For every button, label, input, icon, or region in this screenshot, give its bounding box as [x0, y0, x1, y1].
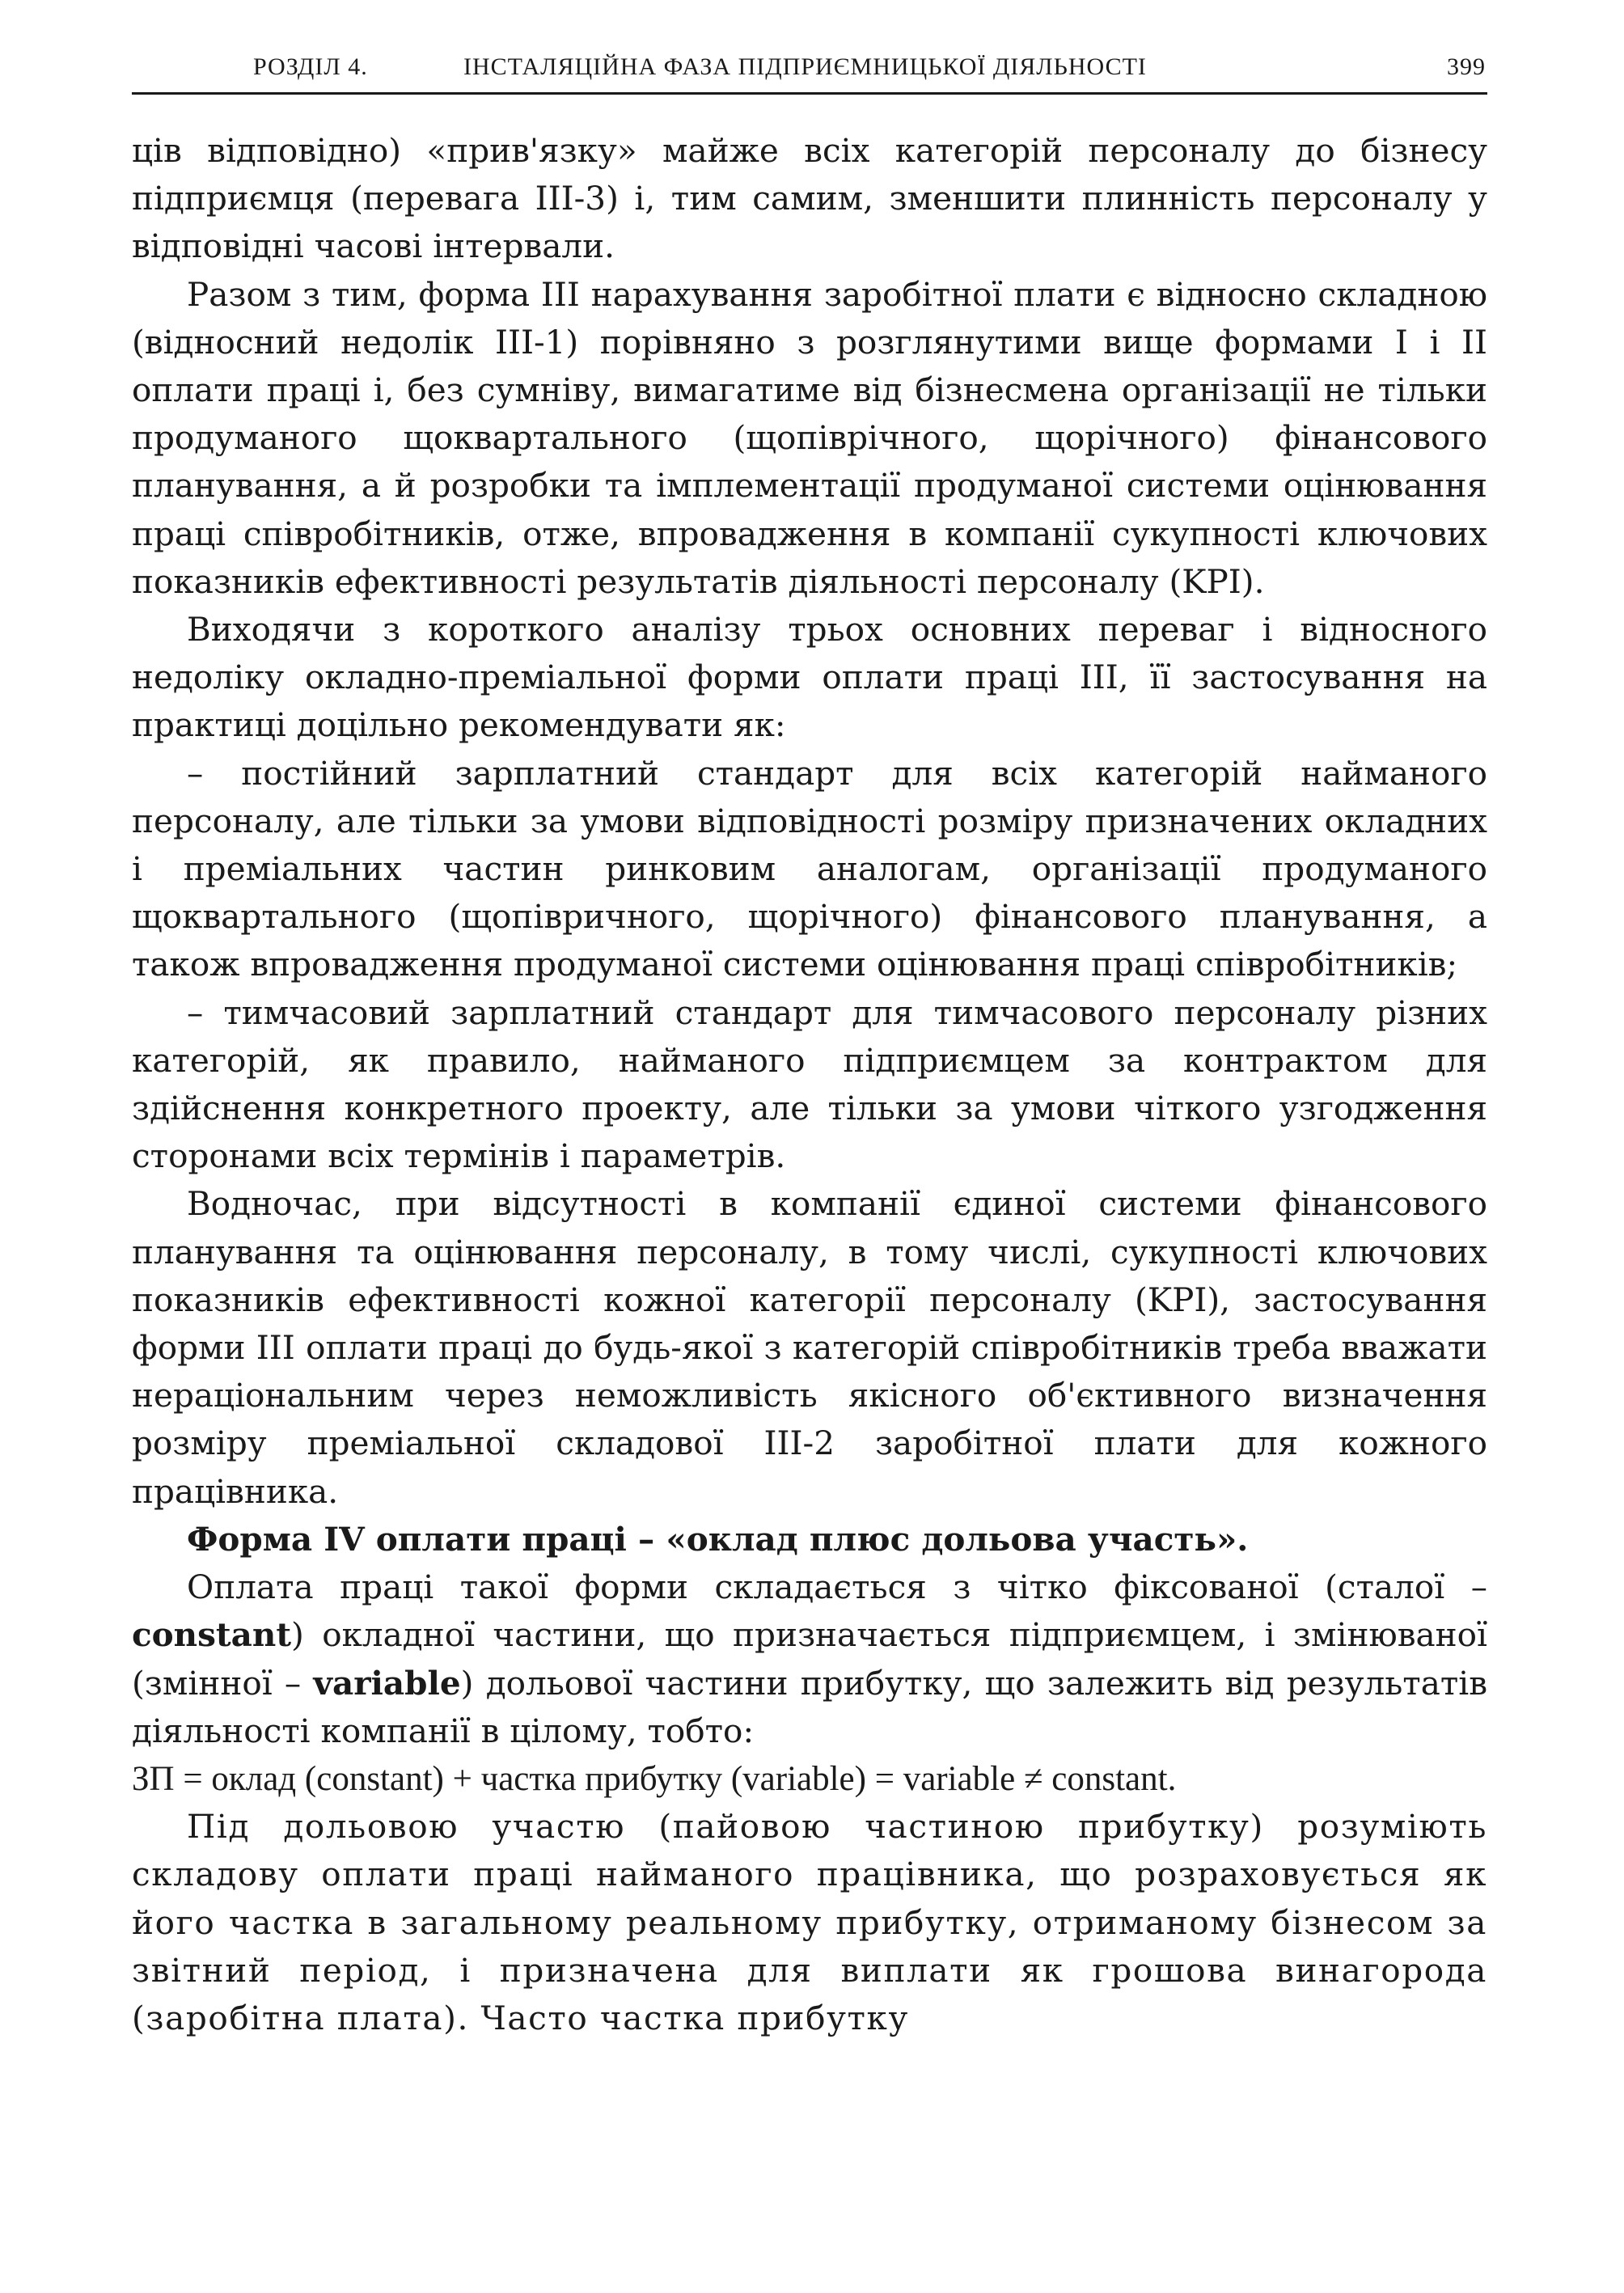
- page-number: 399: [1447, 53, 1486, 80]
- body-text: [132, 127, 1487, 2042]
- paragraph-7: [132, 1563, 1487, 1755]
- section-heading-form-iv: Форма IV оплати праці – «оклад плюс дольова участь».: [187, 1519, 1249, 1559]
- paragraph-7-part-a: Оплата праці такої форми складається з чітко фіксованої (сталої –: [187, 1567, 1487, 1607]
- paragraph-1: ців відповідно) «прив'язку» майже всіх категорій персоналу до бізнесу підприємця (перевага III-3) і, тим самим, зменшити плинність персоналу у відповідні часові інтервали.: [132, 131, 1487, 266]
- salary-formula: ЗП = оклад (constant) + частка прибутку (variable) = variable ≠ constant.: [132, 1759, 1177, 1798]
- paragraph-7-part-c: ) дольової частини прибутку, що залежить від результатів діяльності компанії в цілому, тобто:: [132, 1663, 1487, 1750]
- list-item-permanent-standard: – постійний зарплатний стандарт для всіх категорій найманого персоналу, але тільки за умови відповідності розміру призначених окладних і преміальних частин ринковим аналогам, організації продуманого щоквартального (щопівричного, щорічного) фінансового планування, а також впровадження продуманої системи оцінювання праці співробітників;: [132, 753, 1487, 984]
- page-content: [132, 47, 1487, 2042]
- list-item-temporary-standard: – тимчасовий зарплатний стандарт для тимчасового персоналу різних категорій, як правило, найманого підприємцем за контрактом для здійснення конкретного проекту, але тільки за умови чіткого узгодження сторонами всіх термінів і параметрів.: [132, 992, 1487, 1176]
- paragraph-2: Разом з тим, форма III нарахування заробітної плати є відносно складною (відносний недолік III-1) порівняно з розглянутими вище формами I і II оплати праці і, без сумніву, вимагатиме від бізнесмена організації не тільки продуманого щоквартального (щопіврічного, щорічного) фінансового планування, а й розробки та імплементації продуманої системи оцінювання праці співробітників, отже, впровадження в компанії сукупності ключових показників ефективності результатів діяльності персоналу (KPI).: [132, 274, 1487, 601]
- paragraph-8: Під дольовою участю (пайовою частиною прибутку) розуміють складову оплати праці найманого працівника, що розраховується як його частка в загальному реальному прибутку, отриманому бізнесом за звітний період, і призначена для виплати як грошова винагорода (заробітна плата). Часто частка прибутку: [132, 1807, 1487, 2037]
- paragraph-3: Виходячи з короткого аналізу трьох основних переваг і відносного недоліку окладно-преміальної форми оплати праці III, її застосування на практиці доцільно рекомендувати як:: [132, 610, 1487, 745]
- term-constant: constant: [132, 1615, 292, 1655]
- term-variable: variable: [313, 1663, 461, 1703]
- chapter-title: ІНСТАЛЯЦІЙНА ФАЗА ПІДПРИЄМНИЦЬКОЇ ДІЯЛЬНОСТІ: [463, 53, 1147, 80]
- running-header: [132, 47, 1487, 95]
- paragraph-7-part-b: ) окладної частини, що призначається підприємцем, і змінюваної (змінної –: [132, 1615, 1487, 1703]
- paragraph-6: Водночас, при відсутності в компанії єдиної системи фінансового планування та оцінювання персоналу, в тому числі, сукупності ключових показників ефективності кожної категорії персоналу (KPI), застосування форми III оплати праці до будь-якої з категорій співробітників треба вважати нераціональним через неможливість якісного об'єктивного визначення розміру преміальної складової III-2 заробітної плати для кожного працівника.: [132, 1184, 1487, 1511]
- section-label: РОЗДІЛ 4.: [253, 53, 368, 80]
